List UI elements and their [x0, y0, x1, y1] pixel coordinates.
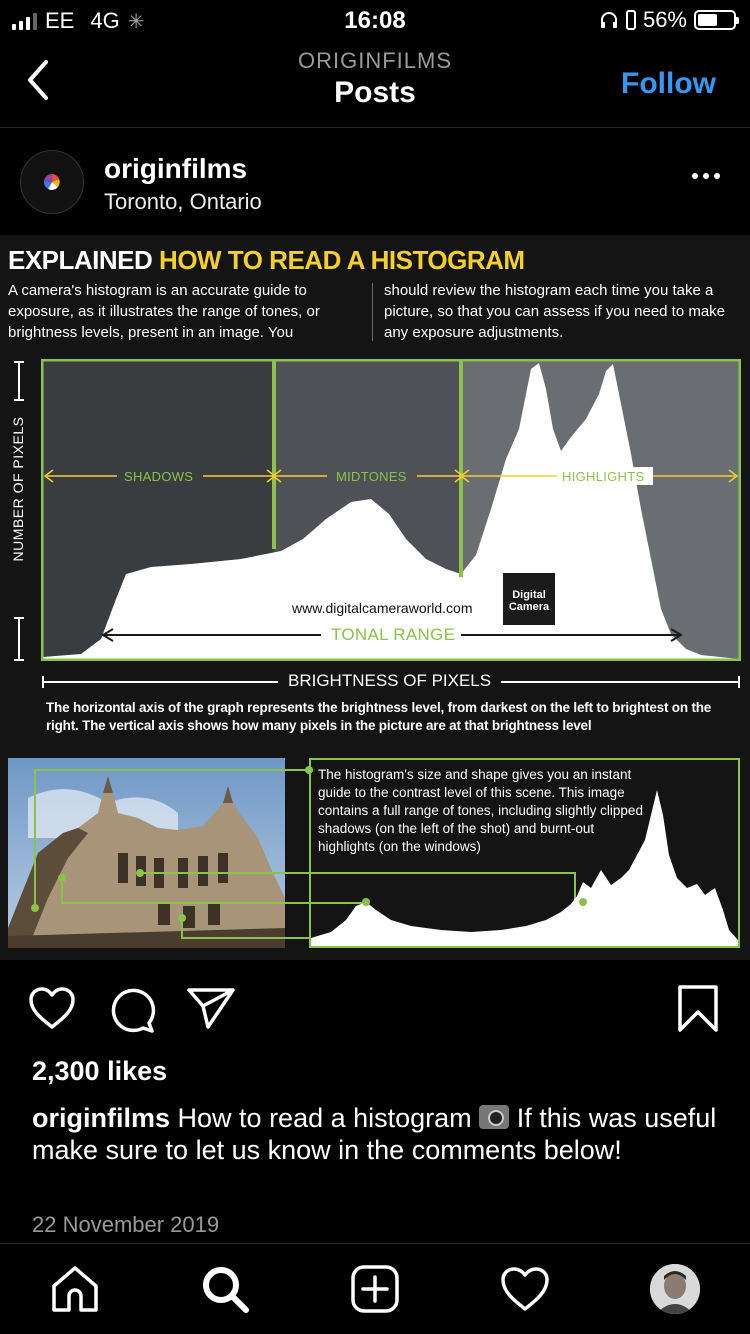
- profile-avatar[interactable]: [650, 1264, 700, 1314]
- loading-spinner-icon: ✳: [127, 10, 145, 33]
- title-main: HOW TO READ A HISTOGRAM: [159, 245, 525, 275]
- clock: 16:08: [344, 7, 406, 34]
- comment-icon[interactable]: [108, 986, 156, 1034]
- title-prefix: EXPLAINED: [8, 245, 153, 275]
- status-right: [599, 7, 736, 33]
- search-icon[interactable]: [200, 1264, 250, 1314]
- headphones-icon: [599, 10, 619, 30]
- tonal-range-label: TONAL RANGE: [331, 625, 456, 644]
- home-icon[interactable]: [50, 1264, 100, 1314]
- add-post-icon[interactable]: [350, 1264, 400, 1314]
- send-icon[interactable]: [186, 986, 236, 1030]
- status-bar: [0, 0, 750, 40]
- bottom-tab-bar: [0, 1243, 750, 1334]
- post-location[interactable]: Toronto, Ontario: [104, 189, 262, 214]
- follow-button[interactable]: Follow: [621, 67, 716, 100]
- caption-username[interactable]: originfilms: [32, 1103, 171, 1133]
- sample-histogram-note: The histogram's size and shape gives you an instant guide to the contrast level of this scene. This image contains a full range of tones, including slightly clipped shadows (on the left of the shot) and burnt-out highlights (on the windows): [318, 767, 643, 854]
- like-count[interactable]: 2,300 likes: [32, 1056, 168, 1086]
- bookmark-icon[interactable]: [676, 984, 720, 1034]
- battery-icon: [694, 10, 736, 30]
- orientation-lock-icon: [626, 10, 636, 30]
- post-caption: [32, 1102, 722, 1166]
- digital-camera-logo: Digital Camera: [503, 573, 555, 625]
- post-date: 22 November 2019: [32, 1212, 220, 1237]
- activity-heart-icon[interactable]: [500, 1264, 550, 1314]
- intro-text-left: A camera's histogram is an accurate guide to exposure, as it illustrates the range of tones, or brightness levels, present in an image. You: [8, 282, 320, 341]
- caption-text-part2: If this was useful make sure to let us know in the comments below!: [32, 1103, 717, 1165]
- more-options-icon[interactable]: [692, 173, 720, 179]
- intro-text-right: should review the histogram each time you take a picture, so that you can assess if you need to make any exposure adjustments.: [384, 282, 726, 341]
- shadows-label: SHADOWS: [124, 469, 194, 484]
- carrier-name: EE: [45, 8, 75, 33]
- page-title: Posts: [334, 76, 416, 109]
- nav-bar: [0, 40, 750, 128]
- profile-photo: [650, 1264, 700, 1314]
- network-type: 4G: [90, 8, 120, 33]
- battery-percent: 56%: [642, 7, 687, 32]
- intro-divider: [372, 283, 373, 341]
- highlights-label: HIGHLIGHTS: [562, 469, 645, 484]
- post-image[interactable]: [0, 235, 750, 960]
- post-header: [0, 129, 750, 235]
- axis-description: The horizontal axis of the graph represents the brightness level, from darkest on the left to brightest on the right. The vertical axis shows how many pixels in the picture are at that brightness level: [46, 700, 712, 733]
- caption-text-part1: How to read a histogram: [177, 1103, 472, 1133]
- account-avatar[interactable]: [20, 150, 84, 214]
- camera-flash-emoji-icon: [479, 1105, 509, 1129]
- y-axis-bottom-bracket: [18, 617, 20, 661]
- midtones-label: MIDTONES: [336, 469, 407, 484]
- y-axis-label: NUMBER OF PIXELS: [10, 416, 26, 562]
- post-username[interactable]: originfilms: [104, 153, 248, 184]
- post-actions: [0, 962, 750, 1052]
- y-axis-top-bracket: [18, 361, 20, 401]
- nav-subtitle: ORIGINFILMS: [297, 48, 452, 73]
- website-credit: www.digitalcameraworld.com: [292, 600, 473, 616]
- color-wheel-logo: [43, 173, 61, 191]
- x-axis-label: BRIGHTNESS OF PIXELS: [278, 671, 501, 691]
- heart-icon[interactable]: [28, 986, 76, 1030]
- infographic-title: [8, 245, 525, 276]
